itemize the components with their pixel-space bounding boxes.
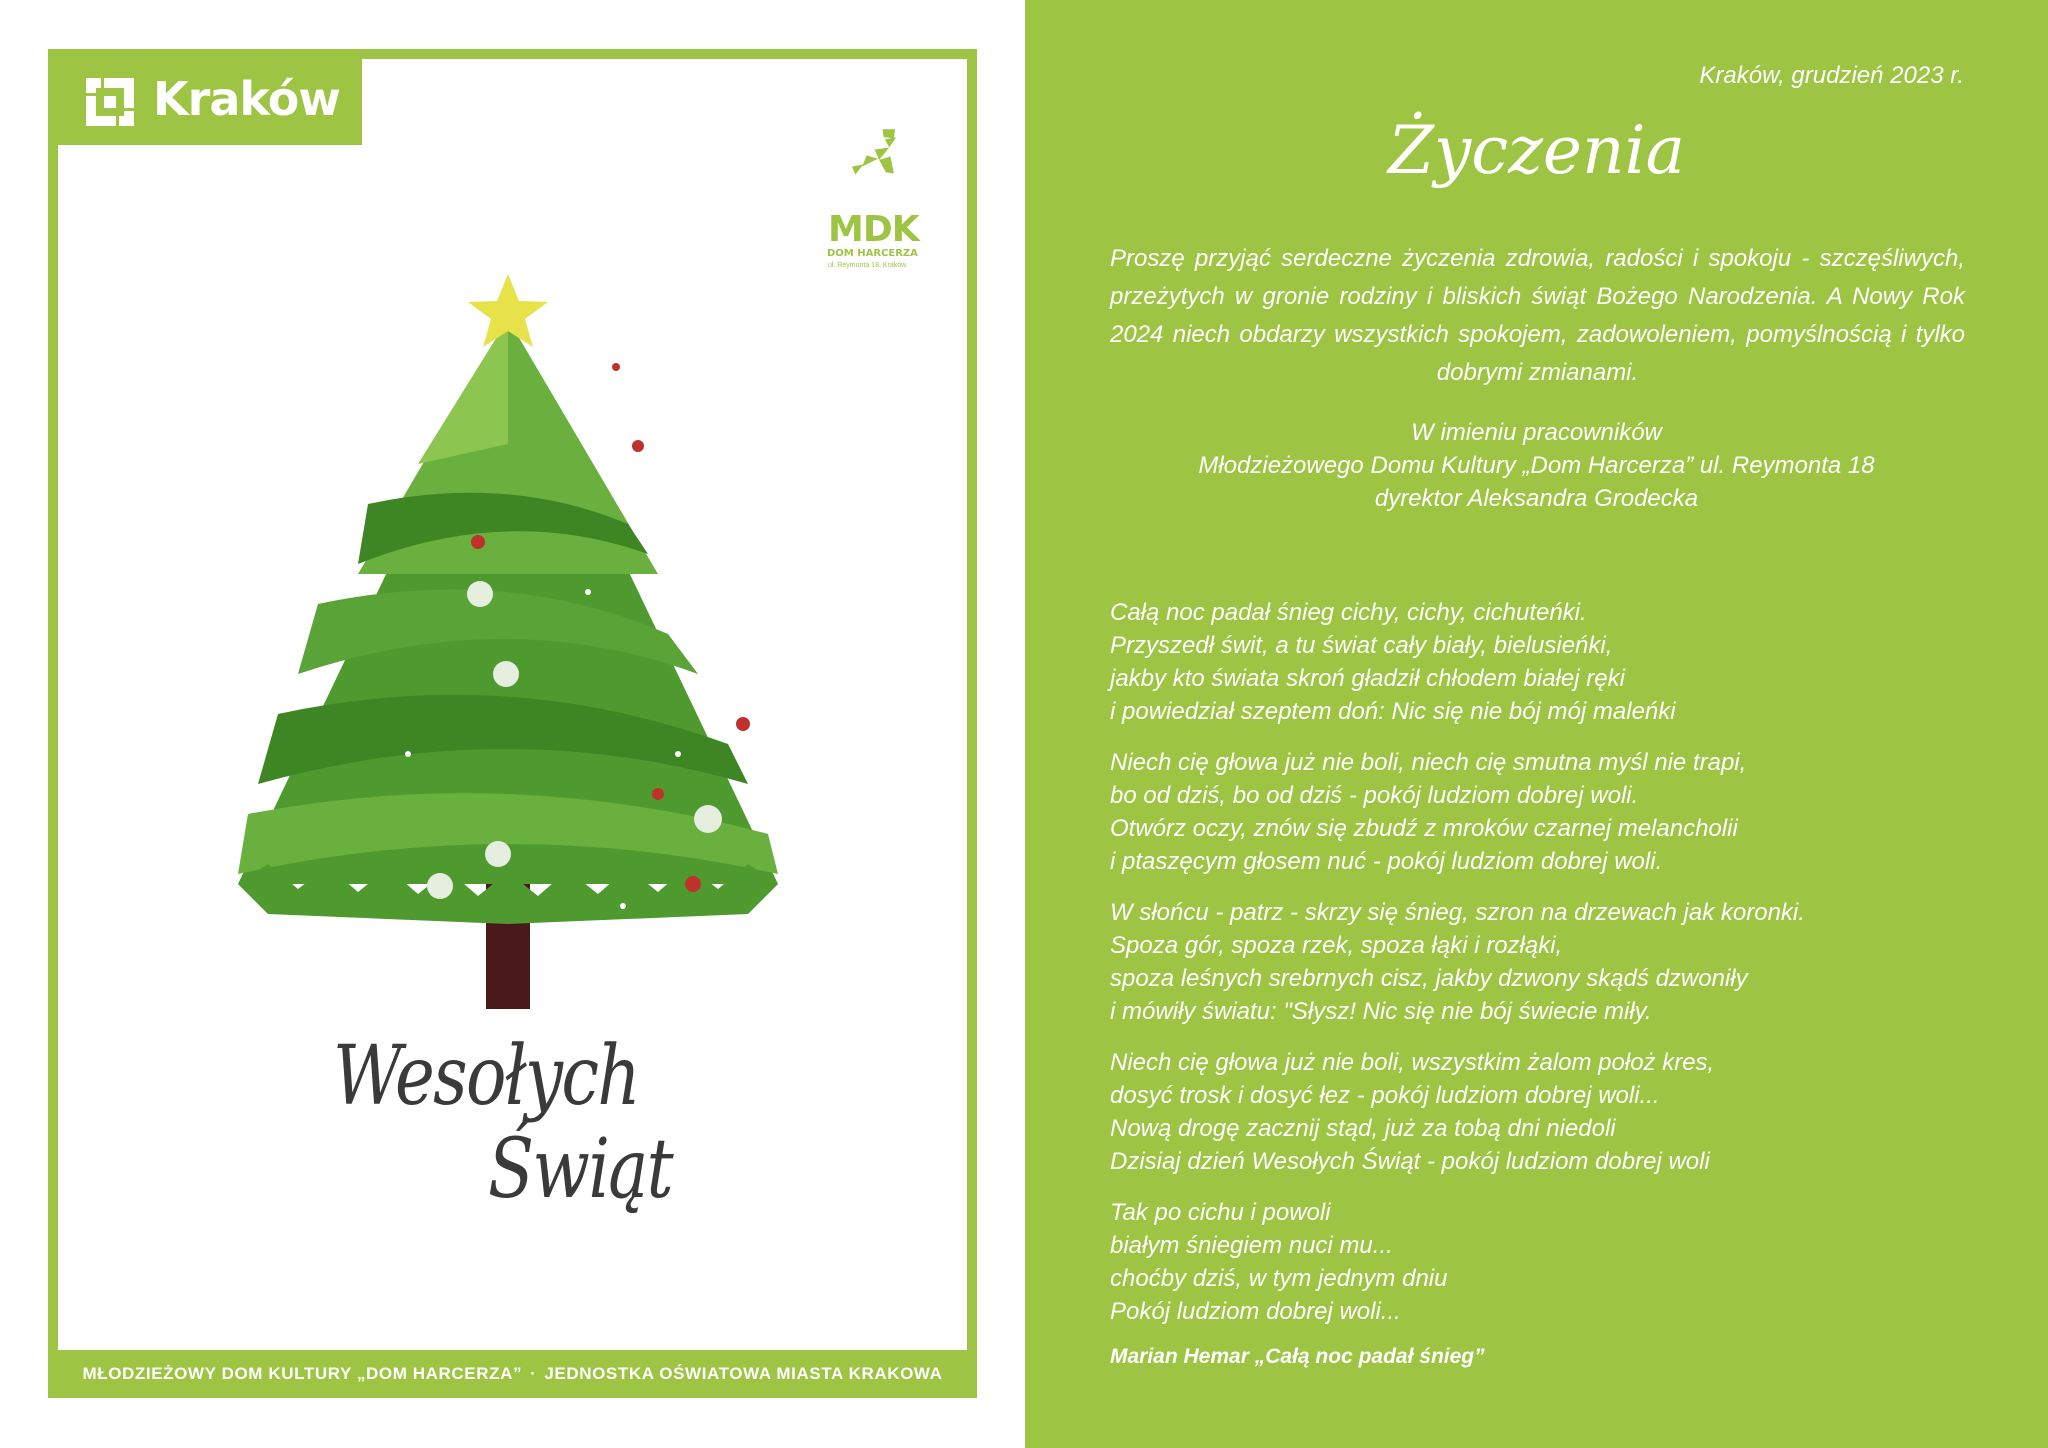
greeting-card-inside [1025,0,2048,1448]
mdk-title: MDK [828,209,919,250]
mdk-figure-icon [828,127,928,212]
wishes-paragraph: Proszę przyjąć serdeczne życzenia zdrowia, radości i spokoju - szczęśliwych, przeżytych w gronie rodziny i bliskich świąt Bożego Narodzenia. A Nowy Rok 2024 niech obdarzy wszystkich spokojem, zadowoleniem, pomyślnością i tylko dobrymi zmianami. [1110,245,1965,386]
poem [1110,596,1805,1373]
signature-line: dyrektor Aleksandra Grodecka [1374,485,1699,512]
poem-line: Niech cię głowa już nie boli, niech cię smutna myśl nie trapi, [1110,749,1747,776]
poem-stanza [1110,1046,1805,1178]
signature-block [1025,416,2048,515]
mdk-subtitle: DOM HARCERZA [827,248,918,259]
footer-institution: MŁODZIEŻOWY DOM KULTURY „DOM HARCERZA” [82,1364,523,1383]
poem-stanza [1110,1196,1805,1328]
poem-line: Spoza gór, spoza rzek, spoza łąki i rozłąki, [1110,932,1563,959]
signature-line: Młodzieżowego Domu Kultury „Dom Harcerza” ul. Reymonta 18 [1198,452,1875,479]
poem-line: W słońcu - patrz - skrzy się śnieg, szron na drzewach jak koronki. [1110,899,1805,926]
greeting-card-front [48,49,977,1398]
footer-separator: · [530,1364,537,1383]
date-line: Kraków, grudzień 2023 r. [1699,62,1964,89]
poem-line: Niech cię głowa już nie boli, wszystkim żalom położ kres, [1110,1049,1715,1076]
poem-line: i mówiły światu: "Słysz! Nic się nie bój świecie miły. [1110,998,1652,1025]
krakow-logo-icon [86,78,134,126]
poem-line: i powiedział szeptem doń: Nic się nie bój mój maleńki [1110,698,1676,725]
poem-line: i ptaszęcym głosem nuć - pokój ludziom dobrej woli. [1110,848,1663,875]
poem-line: spoza leśnych srebrnych cisz, jakby dzwony skądś dzwoniły [1110,965,1748,992]
poem-line: Pokój ludziom dobrej woli... [1110,1298,1401,1325]
greeting-line-2: Świąt [488,1122,673,1217]
poem-line: Dzisiaj dzień Wesołych Świąt - pokój ludziom dobrej woli [1110,1148,1710,1175]
poem-line: Otwórz oczy, znów się zbudź z mroków czarnej melancholii [1110,815,1738,842]
poem-line: bo od dziś, bo od dziś - pokój ludziom dobrej woli. [1110,782,1639,809]
poem-line: jakby kto świata skroń gładził chłodem białej ręki [1110,665,1625,692]
footer-bar [48,1350,977,1398]
poem-author: Marian Hemar „Całą noc padał śnieg” [1110,1345,1485,1368]
poem-line: Przyszedł świt, a tu świat cały biały, bielusieńki, [1110,632,1613,659]
footer-unit: JEDNOSTKA OŚWIATOWA MIASTA KRAKOWA [544,1364,943,1383]
poem-stanza [1110,896,1805,1028]
poem-line: Tak po cichu i powoli [1110,1199,1331,1226]
poem-stanza [1110,596,1805,728]
poem-stanza [1110,746,1805,878]
poem-line: choćby dziś, w tym jednym dniu [1110,1265,1448,1292]
mdk-address: ul. Reymonta 18, Kraków [828,262,907,269]
poem-line: białym śniegiem nuci mu... [1110,1232,1393,1259]
heading: Życzenia [1388,112,1685,189]
christmas-tree-icon [208,274,808,1034]
poem-line: dosyć trosk i dosyć łez - pokój ludziom dobrej woli... [1110,1082,1660,1109]
krakow-brand-label: Kraków [153,72,340,126]
poem-line: Nową drogę zacznij stąd, już za tobą dni niedoli [1110,1115,1616,1142]
signature-line: W imieniu pracowników [1411,419,1662,446]
greeting-line-1: Wesołych [333,1029,640,1124]
poem-line: Całą noc padał śnieg cichy, cichy, cichuteńki. [1110,599,1587,626]
krakow-badge [58,59,362,145]
